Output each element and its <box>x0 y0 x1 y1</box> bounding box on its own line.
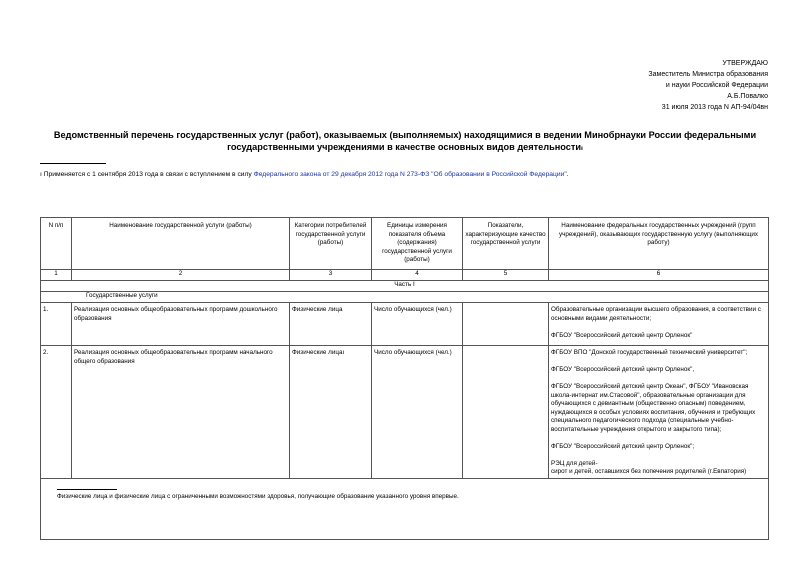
part-label: Часть I <box>41 281 769 292</box>
row-service-name: Реализация основных общеобразовательных программ начального общего образования <box>72 346 290 479</box>
header-number: N п/п <box>41 218 72 270</box>
institution-line: Образовательные организации высшего образования, в соответствии с основными видами деятельности; <box>551 306 761 322</box>
row-unit: Число обучающихся (чел.) <box>372 303 463 346</box>
title-line-2 <box>40 141 770 155</box>
institution-line: ФГБОУ ВПО "Донской государственный технический университет"; <box>551 349 748 356</box>
header-unit: Единицы измерения показателя объема (содержания) государственной услуги (работы) <box>372 218 463 270</box>
column-number: 6 <box>549 270 769 281</box>
row-service-name: Реализация основных общеобразовательных программ дошкольного образования <box>72 303 290 346</box>
table-row <box>41 303 769 346</box>
approval-signer: А.Б.Повалко <box>727 93 768 100</box>
paragraph-gap <box>551 375 766 384</box>
federal-law-link[interactable]: Федерального закона от 29 декабря 2012 года N 273-ФЗ "Об образовании в Российской Федерации" <box>253 171 567 178</box>
column-number: 5 <box>463 270 549 281</box>
paragraph-gap <box>551 323 766 332</box>
row-number: 1. <box>41 303 72 346</box>
row-number: 2. <box>41 346 72 479</box>
title-footnote-mark: ı <box>581 145 583 152</box>
institution-line: ФГБОУ "Всероссийский детский центр Орленок"; <box>551 442 695 450</box>
title-line-2-text: государственными учреждениями в качестве основных видов деятельности <box>227 142 582 152</box>
header-quality: Показатели, характеризующие качество государственной услуги <box>463 218 549 270</box>
table-note-cell <box>41 478 769 539</box>
table-row <box>41 346 769 479</box>
consumers-footnote-mark: ı <box>342 349 345 356</box>
row-institutions <box>549 303 769 346</box>
column-number-row <box>41 270 769 281</box>
part-row <box>41 281 769 292</box>
column-number: 2 <box>72 270 290 281</box>
row-consumers: Физические лица <box>290 303 372 346</box>
footnote-text: Применяется с 1 сентября 2013 года в связи с вступлением в силу <box>41 171 254 178</box>
note-divider <box>57 489 117 490</box>
row-consumers <box>290 346 372 479</box>
approval-date-number: 31 июля 2013 года N АП-94/04вн <box>661 104 768 111</box>
approval-position-line-1: Заместитель Министра образования <box>648 71 768 78</box>
approval-heading: УТВЕРЖДАЮ <box>722 60 768 67</box>
institution-line: ФГБОУ "Всероссийский детский центр Орленок" <box>551 331 693 339</box>
section-label: Государственные услуги <box>41 292 769 303</box>
header-service-name: Наименование государственной услуги (работы) <box>72 218 290 270</box>
services-table <box>40 217 769 540</box>
institution-line: сирот и детей, оставшихся без попечения родителей (г.Евпатория) <box>551 468 747 475</box>
approval-block <box>648 58 768 113</box>
table-notes-row <box>41 478 769 539</box>
row-quality <box>463 346 549 479</box>
title-line-1: Ведомственный перечень государственных услуг (работ), оказываемых (выполняемых) находящимися в ведении Минобрнауки России федеральными <box>53 130 757 140</box>
footnote-applicability <box>40 171 569 178</box>
paragraph-gap <box>551 451 766 460</box>
table-header-row <box>41 218 769 270</box>
approval-position-line-2: и науки Российской Федерации <box>665 82 768 89</box>
table-note: Физические лица и физические лица с ограниченными возможностями здоровья, получающие образование указанного уровня впервые. <box>57 492 459 500</box>
row-unit: Число обучающихся (чел.) <box>372 346 463 479</box>
row-quality <box>463 303 549 346</box>
footnote-divider <box>40 163 106 164</box>
institution-line: ФГБОУ "Всероссийский детский центр Океан", ФГБОУ "Ивановская школа-интернат им.Стасовой", образовательные организации для обучающихся с девиантным (общественно опасным) поведением, нуждающихся в особых условиях воспитания, обучения и требующих специального педагогического подхода (специальные учебно-воспитательные учреждения открытого и закрытого типа); <box>551 383 756 433</box>
column-number: 4 <box>372 270 463 281</box>
paragraph-gap <box>551 434 766 443</box>
column-number: 1 <box>41 270 72 281</box>
institution-line: РЭЦ для детей- <box>551 459 598 467</box>
footnote-end: . <box>566 171 569 178</box>
document-title <box>40 129 770 155</box>
section-row <box>41 292 769 303</box>
paragraph-gap <box>551 358 766 367</box>
row-consumers-text: Физические лица <box>292 349 343 356</box>
institution-line: ФГБОУ "Всероссийский детский центр Орленок", <box>551 366 695 373</box>
column-number: 3 <box>290 270 372 281</box>
header-consumers: Категории потребителей государственной услуги (работы) <box>290 218 372 270</box>
row-institutions <box>549 346 769 479</box>
footnote-mark: ı <box>40 171 42 178</box>
header-institutions: Наименование федеральных государственных учреждений (групп учреждений), оказывающих государственную услугу (выполняющих работу) <box>549 218 769 270</box>
